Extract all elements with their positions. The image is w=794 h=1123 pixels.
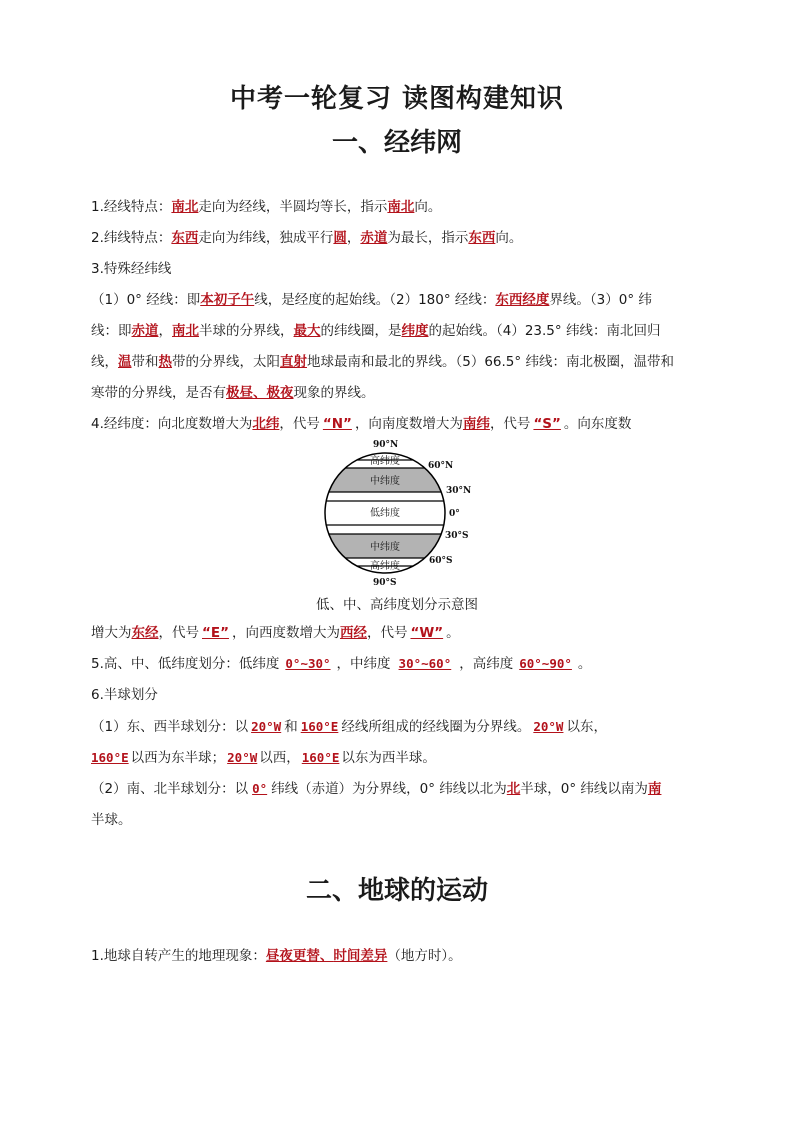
- text: 以西，: [259, 750, 300, 766]
- answer: “W”: [410, 625, 444, 641]
- text: 线，: [91, 354, 118, 370]
- answer: 北纬: [252, 416, 280, 432]
- answer: 160°E: [301, 750, 340, 765]
- text: 线，是经度的起始线。（2）180° 经线：: [254, 292, 496, 308]
- answer: 南北: [387, 199, 415, 215]
- answer: “S”: [533, 416, 561, 432]
- text: 向。: [414, 199, 442, 215]
- text: ，代号: [158, 625, 199, 641]
- paragraph-hemisphere-ns-cont: 半球。: [91, 812, 132, 828]
- answer: 南: [647, 781, 662, 797]
- lat-label-90n: 90°N: [373, 440, 399, 450]
- text: （1）0° 经线：即: [91, 292, 201, 308]
- answer: 极昼: [226, 385, 253, 401]
- text: 的起始线。（4）23.5° 纬线：南北回归: [428, 323, 661, 339]
- text: ，代号: [366, 625, 408, 641]
- paragraph-special-lines-1: [91, 290, 711, 310]
- text: 走向为经线，半圆均等长，指示: [198, 199, 388, 215]
- answer: 温: [118, 354, 132, 370]
- text: 1.地球自转产生的地理现象：: [91, 948, 266, 964]
- text: 向。: [495, 230, 523, 246]
- answer: 20°W: [533, 719, 564, 734]
- paragraph-meridian: [91, 197, 711, 217]
- section-title-2: 二、地球的运动: [305, 876, 488, 906]
- text: 以东为西半球。: [341, 750, 436, 766]
- text: 界线。（3）0° 纬: [549, 292, 652, 308]
- lat-label-30s: 30°S: [445, 531, 469, 541]
- lat-label-30n: 30°N: [446, 486, 472, 496]
- answer: 热: [158, 354, 172, 370]
- zone-label-high-south: 高纬度: [370, 561, 400, 572]
- text: ，向西度数增大为: [231, 625, 340, 641]
- text: （1）东、西半球划分：以: [91, 719, 249, 735]
- text: 寒带的分界线，是否有: [91, 385, 226, 401]
- text: 带和: [131, 354, 159, 370]
- paragraph-lat-lon: [91, 414, 711, 434]
- answer: 极夜: [266, 385, 294, 401]
- latitude-zone-diagram: [318, 436, 478, 592]
- text: ，中纬度: [336, 656, 391, 672]
- answer: “N”: [322, 416, 352, 432]
- text: 走向为纬线，独成平行: [198, 230, 334, 246]
- text: 以东，: [566, 719, 607, 735]
- text: 纬线（赤道）为分界线，0° 纬线以北为: [271, 781, 507, 797]
- answer: 昼夜更替: [265, 948, 320, 964]
- answer: 20°W: [251, 719, 282, 734]
- answer: 赤道: [131, 323, 159, 339]
- paragraph-special-lines-4: [91, 383, 711, 403]
- answer: 西经: [339, 625, 367, 641]
- lat-label-60n: 60°N: [428, 461, 454, 471]
- text: 。: [577, 656, 592, 672]
- text: ，: [346, 230, 361, 246]
- text: 现象的界线。: [293, 385, 375, 401]
- paragraph-rotation: [91, 946, 711, 966]
- text: 带的分界线，太阳: [172, 354, 280, 370]
- zone-label-low: 低纬度: [370, 508, 400, 519]
- text: 线：即: [91, 323, 132, 339]
- text: 半球的分界线，: [199, 323, 294, 339]
- text: ，高纬度: [459, 656, 514, 672]
- paragraph-hemisphere-ns: [91, 779, 711, 799]
- paragraph-zone-division: [91, 654, 711, 674]
- answer: 东经: [131, 625, 159, 641]
- paragraph-special-lines-heading: 3.特殊经纬线: [91, 261, 172, 277]
- text: 半球，0° 纬线以南为: [520, 781, 648, 797]
- text: 增大为: [91, 625, 132, 641]
- lat-label-90s: 90°S: [373, 578, 397, 588]
- text: （地方时）。: [387, 948, 462, 964]
- text: 经线所组成的经线圈为分界线。: [341, 719, 531, 735]
- answer: 北: [506, 781, 521, 797]
- paragraph-parallel: [91, 228, 711, 248]
- answer: 东西: [171, 230, 199, 246]
- answer: 160°E: [300, 719, 339, 734]
- answer: 南北: [171, 199, 199, 215]
- text: 地球最南和最北的界线。（5）66.5° 纬线：南北极圈，温带和: [307, 354, 674, 370]
- text: 和: [284, 719, 298, 735]
- text: 2.纬线特点：: [91, 230, 172, 246]
- answer: “E”: [202, 625, 229, 641]
- text: 为最长，指示: [387, 230, 469, 246]
- paragraph-special-lines-2: [91, 321, 711, 341]
- answer: 时间差异: [333, 948, 388, 964]
- paragraph-hemisphere-ew-2: [91, 748, 711, 768]
- figure-caption: 低、中、高纬度划分示意图: [316, 597, 478, 613]
- text: ，代号: [489, 416, 531, 432]
- answer: 、: [319, 948, 334, 964]
- answer: 60°~90°: [519, 656, 572, 671]
- text: ，代号: [279, 416, 320, 432]
- answer: 30°~60°: [398, 656, 452, 671]
- paragraph-special-lines-3: [91, 352, 711, 372]
- answer: 160°E: [91, 750, 129, 765]
- text: 。: [446, 625, 460, 641]
- text: 。向东度数: [563, 416, 632, 432]
- paragraph-hemisphere-heading: 6.半球划分: [91, 687, 158, 703]
- answer: 本初子午: [200, 292, 255, 308]
- text: 4.经纬度：向北度数增大为: [91, 416, 253, 432]
- answer: 南纬: [462, 416, 490, 432]
- paragraph-hemisphere-ew-1: [91, 717, 711, 737]
- answer: 东西: [468, 230, 496, 246]
- paragraph-lat-lon-cont: [91, 623, 711, 643]
- page-title: 中考一轮复习 读图构建知识: [229, 84, 565, 114]
- text: ，: [158, 323, 172, 339]
- zone-label-mid-north: 中纬度: [370, 476, 400, 487]
- answer: 0°~30°: [285, 656, 331, 671]
- text: 1.经线特点：: [91, 199, 172, 215]
- answer: 南北: [172, 323, 199, 339]
- zone-label-mid-south: 中纬度: [370, 542, 400, 553]
- text: ，向南度数增大为: [354, 416, 463, 432]
- answer: 0°: [252, 781, 268, 796]
- answer: 东西经度: [495, 292, 550, 308]
- answer: 直射: [280, 354, 307, 370]
- answer: 赤道: [360, 230, 388, 246]
- answer: 、: [253, 385, 267, 401]
- answer: 20°W: [227, 750, 258, 765]
- text: 以西为东半球；: [130, 750, 226, 766]
- answer: 圆: [333, 230, 347, 246]
- text: （2）南、北半球划分：以: [91, 781, 249, 797]
- text: 的纬线圈，是: [320, 323, 402, 339]
- zone-label-high-north: 高纬度: [370, 456, 400, 467]
- lat-label-0: 0°: [449, 509, 460, 519]
- answer: 最大: [293, 323, 321, 339]
- section-title-1: 一、经纬网: [331, 128, 462, 158]
- answer: 纬度: [401, 323, 429, 339]
- lat-label-60s: 60°S: [429, 556, 453, 566]
- text: 5.高、中、低纬度划分：低纬度: [91, 656, 280, 672]
